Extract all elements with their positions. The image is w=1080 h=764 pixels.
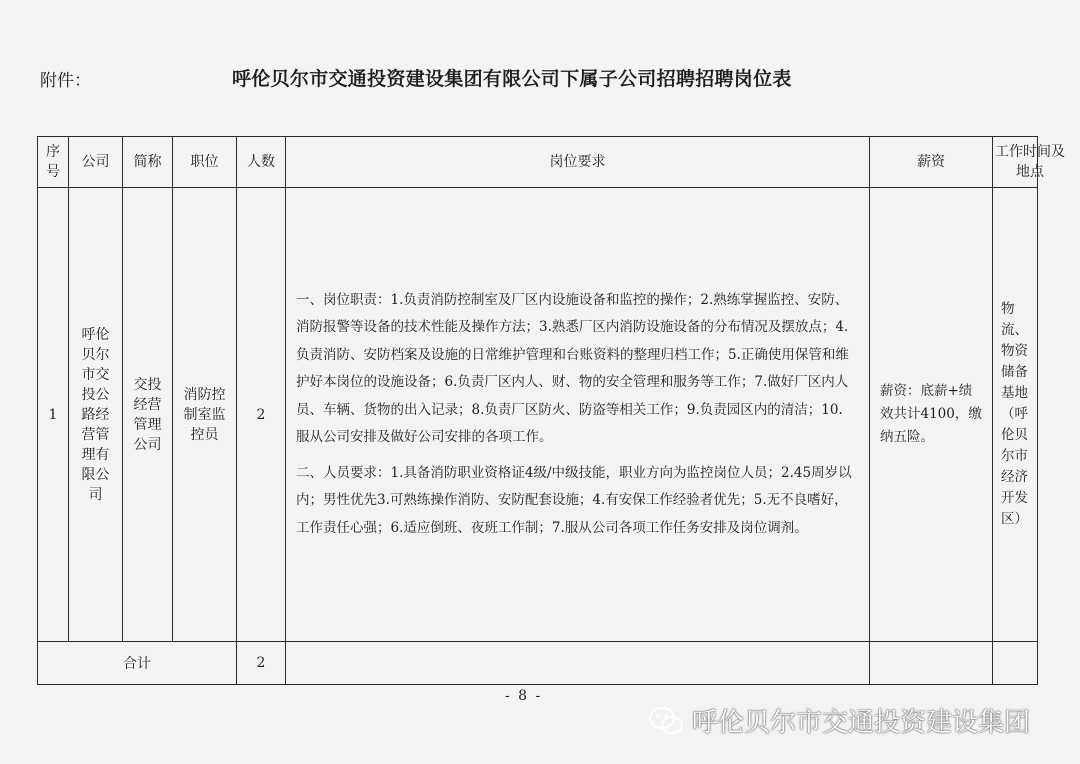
wechat-icon	[648, 706, 684, 736]
page-number: - 8 -	[505, 688, 543, 704]
cell-work-time-location: 物流、物资储备基地（呼伦贝尔市经济开发区）	[993, 188, 1038, 642]
total-row	[38, 642, 1038, 685]
total-empty-work-time	[993, 642, 1038, 685]
watermark-text: 呼伦贝尔市交通投资建设集团	[692, 708, 1031, 738]
cell-count: 2	[237, 188, 286, 642]
cell-short-name: 交投经营管理公司	[123, 188, 173, 642]
table-header-row	[38, 137, 1038, 188]
recruitment-table	[37, 136, 1065, 685]
total-empty-requirements	[286, 642, 870, 685]
header-index: 序号	[38, 137, 69, 188]
personnel-requirements-paragraph: 二、人员要求：1.具备消防职业资格证4级/中级技能，职业方向为监控岗位人员；2.45周岁以内；男性优先3.可熟练操作消防、安防配套设施；4.有安保工作经验者优先；5.无不良嗜好，工作责任心强；6.适应倒班、夜班工作制；7.服从公司各项工作任务安排及岗位调剂。	[296, 464, 852, 536]
cell-position: 消防控制室监控员	[173, 188, 237, 642]
header-requirements: 岗位要求	[286, 137, 870, 188]
cell-index: 1	[38, 188, 69, 642]
document-title: 呼伦贝尔市交通投资建设集团有限公司下属子公司招聘招聘岗位表	[232, 68, 792, 90]
header-short-name: 简称	[123, 137, 173, 188]
cell-salary: 薪资：底薪+绩效共计4100，缴纳五险。	[870, 188, 993, 642]
header-position: 职位	[173, 137, 237, 188]
cell-company: 呼伦贝尔市交投公路经营管理有限公司	[69, 188, 123, 642]
total-empty-salary	[870, 642, 993, 685]
duties-paragraph: 一、岗位职责：1.负责消防控制室及厂区内设施设备和监控的操作；2.熟练掌握监控、安防、消防报警等设备的技术性能及操作方法；3.熟悉厂区内消防设施设备的分布情况及摆放点；4.负责消防、安防档案及设施的日常维护管理和台账资料的整理归档工作；5.正确使用保管和维护好本岗位的设施设备；6.负责厂区内人、财、物的安全管理和服务等工作；7.做好厂区内人员、车辆、货物的出入记录；8.负责厂区防火、防盗等相关工作；9.负责园区内的清洁；10.服从公司安排及做好公司安排的各项工作。	[296, 291, 849, 446]
header-work-time-location: 工作时间及地点	[993, 137, 1038, 188]
header-count: 人数	[237, 137, 286, 188]
attachment-label: 附件：	[40, 71, 91, 91]
header-company: 公司	[69, 137, 123, 188]
watermark	[648, 702, 1030, 739]
cell-requirements	[286, 188, 870, 642]
total-count: 2	[237, 642, 286, 685]
header-salary: 薪资	[870, 137, 993, 188]
total-label: 合计	[38, 642, 237, 685]
table-row	[38, 188, 1038, 642]
